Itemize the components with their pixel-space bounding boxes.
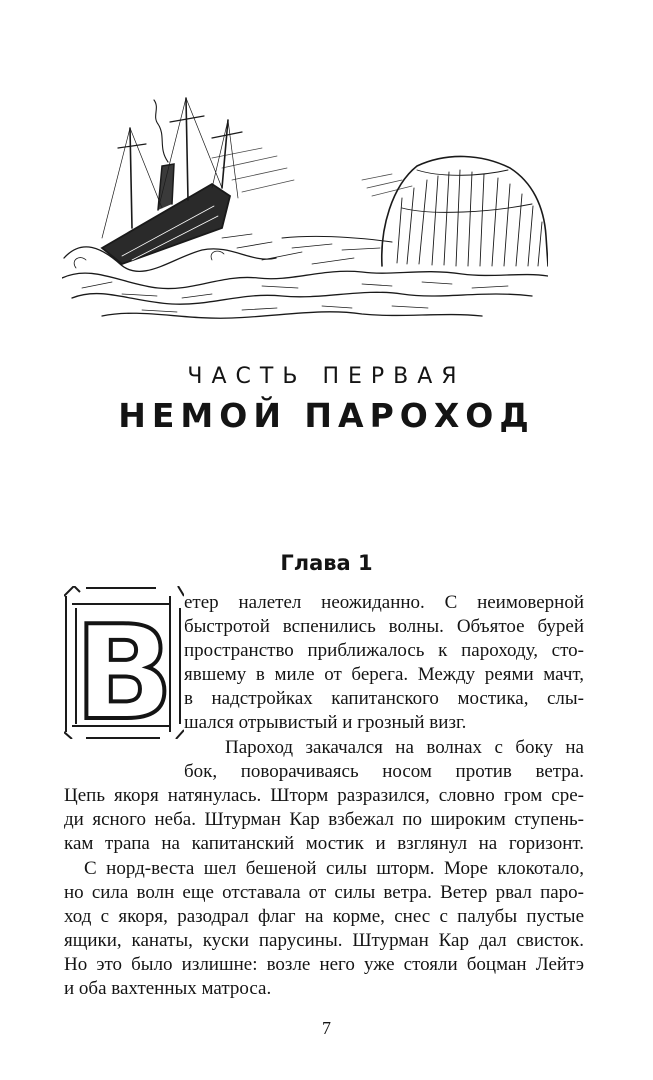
text-line: етер налетел неожиданно. С неимоверной [184,592,584,613]
text-line: ход с якоря, разодрал флаг на корме, снес с палубы пустые [64,906,584,927]
text-line: шался отрывистый и грозный визг. [184,712,467,733]
dropcap-letter [64,586,184,739]
text-line: пространство приближалось к пароходу, сто- [184,640,584,661]
text-line: в надстройках капитанского мостика, слы- [184,688,584,709]
text-line: ди ясного неба. Штурман Кар взбежал по широким ступень- [64,809,584,830]
chapter-title: Глава 1 [280,551,373,575]
svg-text:В: В [74,597,174,739]
text-line: ящики, канаты, куски парусины. Штурман Кар дал свисток. [64,930,584,951]
text-line: но сила волн еще отставала от силы ветра. Ветер рвал паро- [64,882,584,903]
text-line: С норд-веста шел бешеной силы шторм. Море клокотало, [84,858,584,879]
text-line: Но это было излишне: возле него уже стояли боцман Лейтэ [64,954,584,975]
page-number: 7 [322,1018,331,1038]
part-label: ЧАСТЬ ПЕРВАЯ [187,364,466,389]
text-line: явшему в миле от берега. Между реями мачт, [184,664,584,685]
steamship-storm-illustration [62,88,548,328]
text-line: быстротой вспенились волны. Объятое бурей [184,616,584,637]
text-line: бок, поворачиваясь носом против ветра. [184,761,584,782]
text-line: и оба вахтенных матроса. [64,978,272,999]
text-line: Пароход закачался на волнах с боку на [225,737,584,758]
part-title: НЕМОЙ ПАРОХОД [118,396,535,435]
text-line: Цепь якоря натянулась. Шторм разразился, словно гром сре- [64,785,584,806]
text-line: кам трапа на капитанский мостик и взглянул на горизонт. [64,833,584,854]
